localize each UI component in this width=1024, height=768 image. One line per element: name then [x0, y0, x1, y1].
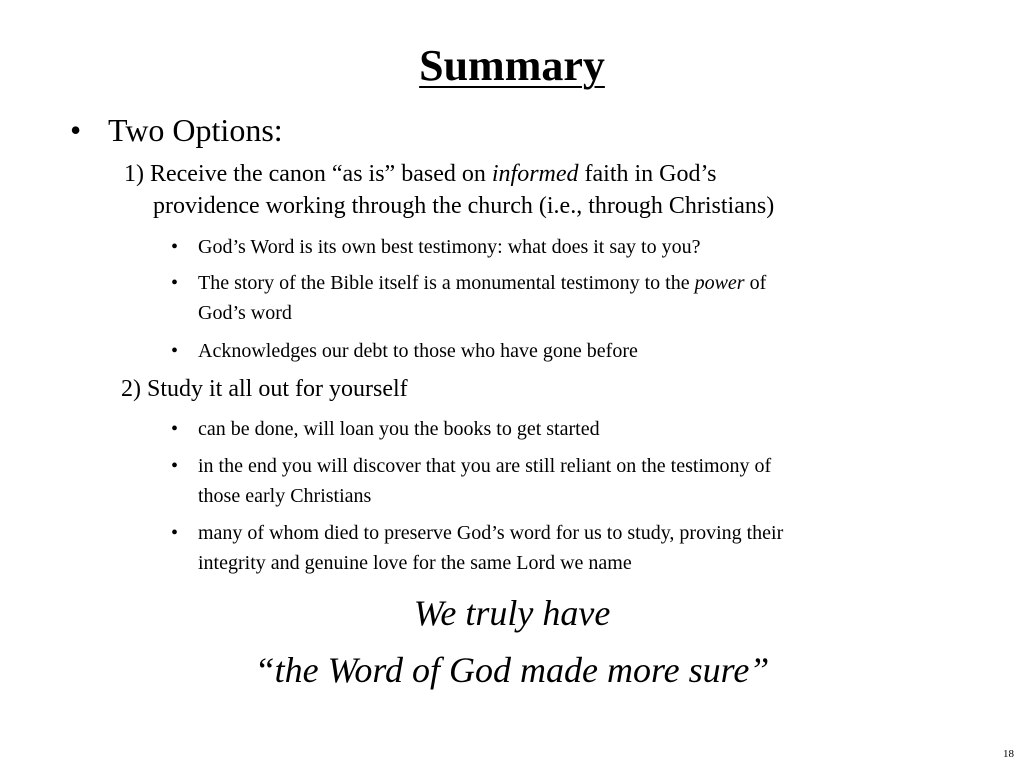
closing-line-2: “the Word of God made more sure” [254, 650, 770, 690]
bullet-icon: • [70, 112, 82, 148]
option-1-item-1 [171, 232, 971, 262]
option-2-item-1 [171, 414, 971, 444]
option-1-item-2-text: The story of the Bible itself is a monumental testimony to the power of God’s word [198, 272, 767, 324]
closing-line-1: We truly have [413, 593, 611, 633]
option-1-item-3-text: Acknowledges our debt to those who have gone before [198, 340, 638, 362]
option-1 [124, 158, 924, 222]
slide-title: Summary [419, 41, 605, 90]
sub-bullet-icon: • [171, 522, 179, 544]
main-bullet-text: Two Options: [108, 112, 283, 148]
option-1-line-2: providence working through the church (i.e., through Christians) [153, 193, 775, 219]
sub-bullet-icon: • [171, 418, 179, 440]
page-number: 18 [1003, 748, 1014, 760]
option-1-item-2 [171, 268, 971, 328]
option-1-item-2-emphasis: power [694, 272, 745, 294]
option-1-item-3 [171, 336, 971, 366]
sub-bullet-icon: • [171, 272, 179, 294]
option-1-item-1-text: God’s Word is its own best testimony: what does it say to you? [198, 236, 701, 258]
option-1-emphasis: informed [491, 161, 579, 187]
option-2-item-3-text: many of whom died to preserve God’s word for us to study, proving their integrity and genuine love for the same Lord we name [198, 522, 784, 574]
sub-bullet-icon: • [171, 455, 179, 477]
main-bullet [70, 111, 283, 149]
sub-bullet-icon: • [171, 236, 179, 258]
option-1-line-1: 1) Receive the canon “as is” based on informed faith in God’s [124, 161, 717, 187]
option-2-item-2 [171, 451, 971, 511]
sub-bullet-icon: • [171, 340, 179, 362]
option-2: 2) Study it all out for yourself [121, 376, 408, 402]
option-2-item-1-text: can be done, will loan you the books to get started [198, 418, 600, 440]
option-2-item-3 [171, 518, 971, 578]
option-2-item-2-text: in the end you will discover that you are still reliant on the testimony of those early Christians [198, 455, 772, 507]
